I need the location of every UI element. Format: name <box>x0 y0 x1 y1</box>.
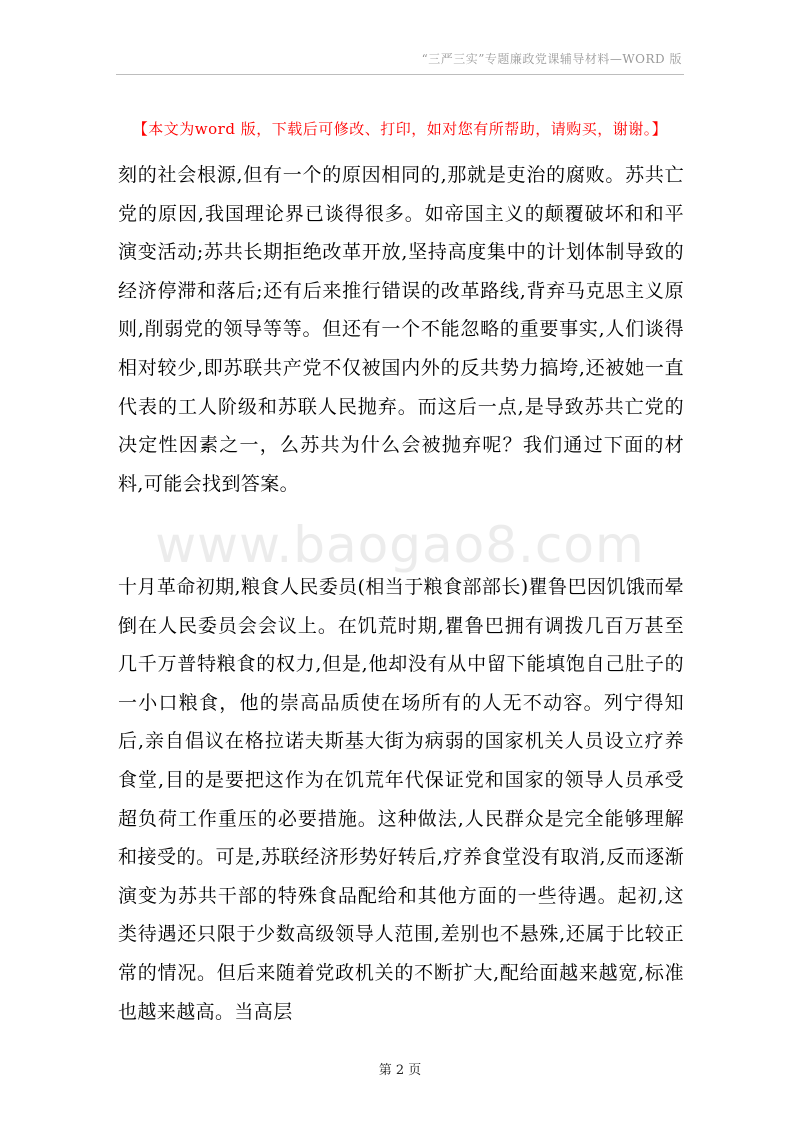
body-paragraph-1-block <box>118 156 684 503</box>
body-paragraph-2-block <box>118 568 684 1031</box>
watermark: www.baogao8.com <box>155 516 645 574</box>
body-paragraph: 刻的社会根源,但有一个的原因相同的,那就是吏治的腐败。苏共亡党的原因,我国理论界已谈得很多。如帝国主义的颠覆破坏和和平演变活动;苏共长期拒绝改革开放,坚持高度集中的计划体制导致的经济停滞和落后;还有后来推行错误的改革路线,背弃马克思主义原则,削弱党的领导等等。但还有一个不能忽略的重要事实,人们谈得相对较少,即苏联共产党不仅被国内外的反共势力搞垮,还被她一直代表的工人阶级和苏联人民抛弃。而这后一点,是导致苏共亡党的决定性因素之一，么苏共为什么会被抛弃呢？我们通过下面的材料,可能会找到答案。 <box>118 164 684 495</box>
page-header: “三严三实”专题廉政党课辅导材料—WORD 版 <box>421 52 682 66</box>
download-notice: 【本文为word 版，下载后可修改、打印，如对您有所帮助，请购买，谢谢。】 <box>132 120 668 138</box>
body-paragraph: 十月革命初期,粮食人民委员(相当于粮食部部长)瞿鲁巴因饥饿而晕倒在人民委员会会议上。在饥荒时期,瞿鲁巴拥有调拨几百万甚至几千万普特粮食的权力,但是,他却没有从中留下能填饱自己肚子的一小口粮食，他的崇高品质使在场所有的人无不动容。列宁得知后,亲自倡议在格拉诺夫斯基大街为病弱的国家机关人员设立疗养食堂,目的是要把这作为在饥荒年代保证党和国家的领导人员承受超负荷工作重压的必要措施。这种做法,人民群众是完全能够理解和接受的。可是,苏联经济形势好转后,疗养食堂没有取消,反而逐渐演变为苏共干部的特殊食品配给和其他方面的一些待遇。起初,这类待遇还只限于少数高级领导人范围,差别也不悬殊,还属于比较正常的情况。但后来随着党政机关的不断扩大,配给面越来越宽,标准也越来越高。当高层 <box>118 576 684 1023</box>
page-number: 第 2 页 <box>378 1063 422 1078</box>
header-divider <box>116 74 684 75</box>
